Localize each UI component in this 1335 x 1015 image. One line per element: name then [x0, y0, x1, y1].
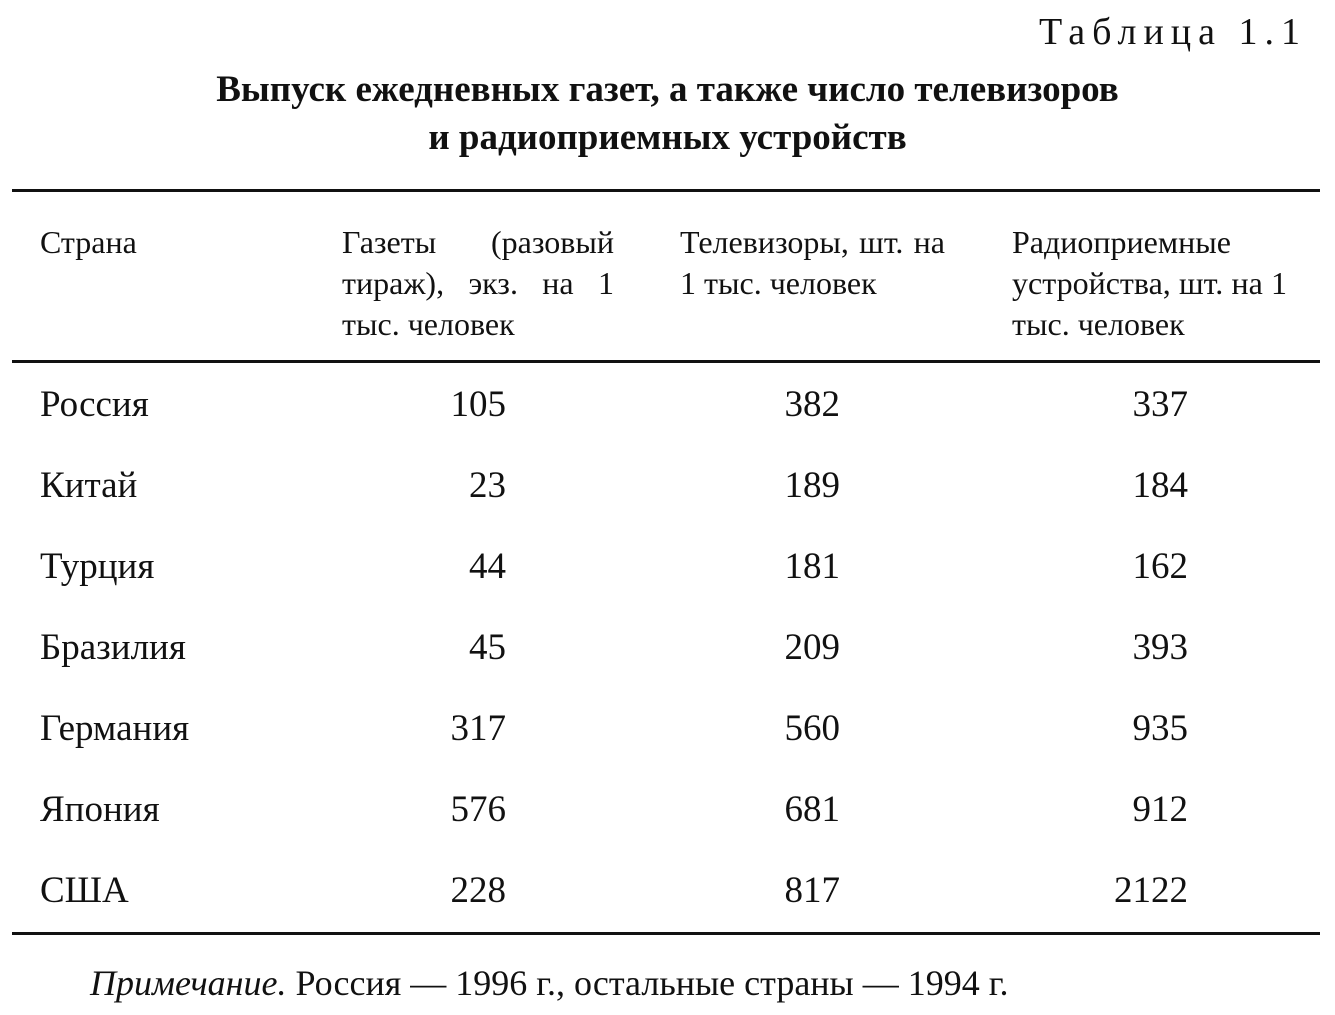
bottom-rule: [12, 932, 1320, 935]
cell-radio: 935: [1132, 708, 1188, 749]
cell-country: Бразилия: [40, 627, 186, 668]
table-label: Таблица 1.1: [1038, 11, 1307, 53]
cell-tv: 189: [784, 465, 840, 506]
table-note: [90, 962, 1008, 1004]
table-title-line-1: Выпуск ежедневных газет, а также число телевизоров: [216, 69, 1119, 110]
cell-tv: 817: [784, 870, 840, 911]
cell-radio: 912: [1132, 789, 1188, 830]
cell-country: Россия: [40, 384, 149, 425]
cell-newspapers: 228: [450, 870, 506, 911]
cell-newspapers: 45: [469, 627, 506, 668]
table-row: [0, 538, 1335, 619]
cell-radio: 337: [1132, 384, 1188, 425]
cell-country: США: [40, 870, 129, 911]
header-tv: Телевизоры, шт. на 1 тыс. человек: [680, 224, 945, 301]
header-country: Страна: [40, 224, 137, 260]
cell-country: Турция: [40, 546, 155, 587]
header-rule: [12, 360, 1320, 363]
table-title: [20, 66, 1315, 162]
cell-radio: 2122: [1114, 870, 1188, 911]
cell-radio: 184: [1132, 465, 1188, 506]
cell-newspapers: 23: [469, 465, 506, 506]
header-newspapers: Газеты (разовый тираж), экз. на 1 тыс. человек: [342, 224, 614, 342]
top-rule: [12, 189, 1320, 192]
cell-newspapers: 44: [469, 546, 506, 587]
header-radio: Радиоприемные устройства, шт. на 1 тыс. человек: [1012, 224, 1287, 342]
table-row: [0, 781, 1335, 862]
note-label: Примечание.: [90, 963, 287, 1003]
cell-newspapers: 105: [450, 384, 506, 425]
table-title-line-2: и радиоприемных устройств: [428, 117, 907, 158]
cell-country: Япония: [40, 789, 160, 830]
cell-tv: 181: [784, 546, 840, 587]
cell-tv: 560: [784, 708, 840, 749]
table-row: [0, 700, 1335, 781]
table-body: [0, 376, 1335, 943]
cell-country: Германия: [40, 708, 190, 749]
cell-radio: 162: [1132, 546, 1188, 587]
cell-country: Китай: [40, 465, 138, 506]
table-row: [0, 457, 1335, 538]
cell-tv: 382: [784, 384, 840, 425]
cell-tv: 681: [784, 789, 840, 830]
table-row: [0, 619, 1335, 700]
cell-radio: 393: [1132, 627, 1188, 668]
table-row: [0, 376, 1335, 457]
cell-newspapers: 576: [450, 789, 506, 830]
note-text: Россия — 1996 г., остальные страны — 1994 г.: [295, 963, 1009, 1003]
cell-tv: 209: [784, 627, 840, 668]
table-row: [0, 862, 1335, 943]
cell-newspapers: 317: [450, 708, 506, 749]
